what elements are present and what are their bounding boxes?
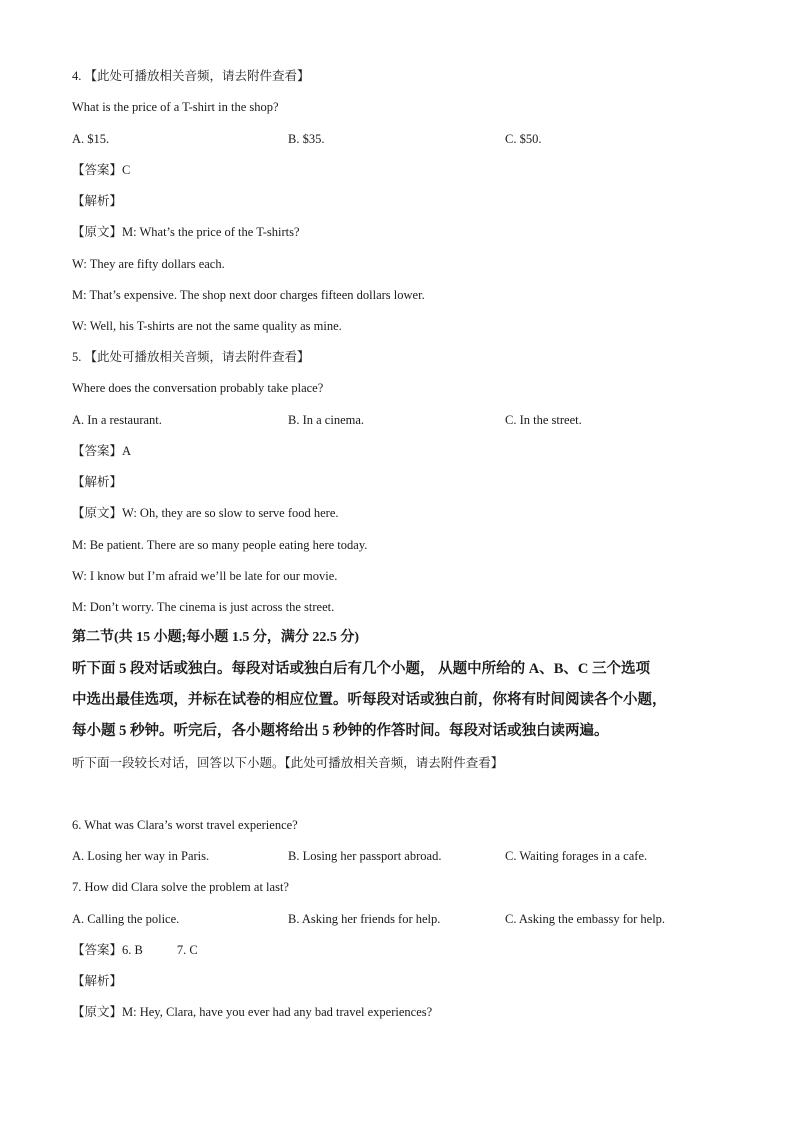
q5-option-b: B. In a cinema. bbox=[288, 413, 365, 427]
q4-option-b: B. $35. bbox=[288, 132, 325, 146]
q7-option-a: A. Calling the police. bbox=[72, 912, 180, 926]
section2-instruction-line: 中选出最佳选项，并标在试卷的相应位置。听每段对话或独白前，你将有时间阅读各个小题， bbox=[72, 692, 667, 708]
q5-question: Where does the conversation probably take place? bbox=[72, 381, 324, 395]
q4-option-c: C. $50. bbox=[505, 132, 542, 146]
section2-instruction-line: 每小题 5 秒钟。听完后，各小题将给出 5 秒钟的作答时间。每段对话或独白读两遍。 bbox=[72, 723, 609, 739]
q4-transcript-line: 【原文】M: What’s the price of the T-shirts? bbox=[72, 225, 300, 239]
q5-transcript-line: 【原文】W: Oh, they are so slow to serve food here. bbox=[72, 506, 339, 520]
q4-transcript-line: W: They are fifty dollars each. bbox=[72, 257, 225, 271]
q5-transcript-line: W: I know but I’m afraid we’ll be late for our movie. bbox=[72, 569, 338, 583]
q4-transcript-line: M: That’s expensive. The shop next door charges fifteen dollars lower. bbox=[72, 288, 425, 302]
q5-analysis-label: 【解析】 bbox=[72, 475, 123, 489]
q7-question: 7. How did Clara solve the problem at last? bbox=[72, 880, 289, 894]
q4-title: 4. 【此处可播放相关音频，请去附件查看】 bbox=[72, 69, 310, 83]
section2-instruction-line: 听下面 5 段对话或独白。每段对话或独白后有几个小题， 从题中所给的 A、B、C 三个选项 bbox=[72, 661, 650, 677]
answer-6: 【答案】6. B bbox=[72, 943, 143, 957]
q5-title: 5. 【此处可播放相关音频，请去附件查看】 bbox=[72, 350, 310, 364]
q5-transcript-line: M: Don’t worry. The cinema is just across the street. bbox=[72, 600, 335, 614]
q5-answer: 【答案】A bbox=[72, 444, 132, 458]
q4-analysis-label: 【解析】 bbox=[72, 194, 123, 208]
q6-option-a: A. Losing her way in Paris. bbox=[72, 849, 210, 863]
q5-option-c: C. In the street. bbox=[505, 413, 582, 427]
q4-transcript-line: W: Well, his T-shirts are not the same quality as mine. bbox=[72, 319, 342, 333]
q4-question: What is the price of a T-shirt in the shop? bbox=[72, 100, 279, 114]
q5-option-a: A. In a restaurant. bbox=[72, 413, 162, 427]
q7-option-b: B. Asking her friends for help. bbox=[288, 912, 441, 926]
q6-option-b: B. Losing her passport abroad. bbox=[288, 849, 442, 863]
q4-option-a: A. $15. bbox=[72, 132, 110, 146]
q5-transcript-line: M: Be patient. There are so many people eating here today. bbox=[72, 538, 368, 552]
q6-7-transcript-line: 【原文】M: Hey, Clara, have you ever had any bad travel experiences? bbox=[72, 1005, 433, 1019]
section2-intro: 听下面一段较长对话，回答以下小题。【此处可播放相关音频，请去附件查看】 bbox=[72, 756, 504, 770]
section2-heading: 第二节(共 15 小题;每小题 1.5 分，满分 22.5 分) bbox=[72, 630, 359, 645]
q7-option-c: C. Asking the embassy for help. bbox=[505, 912, 666, 926]
q6-option-c: C. Waiting forages in a cafe. bbox=[505, 849, 648, 863]
q4-answer: 【答案】C bbox=[72, 163, 131, 177]
q6-question: 6. What was Clara’s worst travel experience? bbox=[72, 818, 298, 832]
answer-7: 7. C bbox=[176, 943, 198, 957]
q6-7-analysis-label: 【解析】 bbox=[72, 974, 123, 988]
answers-6-7 bbox=[72, 942, 198, 958]
